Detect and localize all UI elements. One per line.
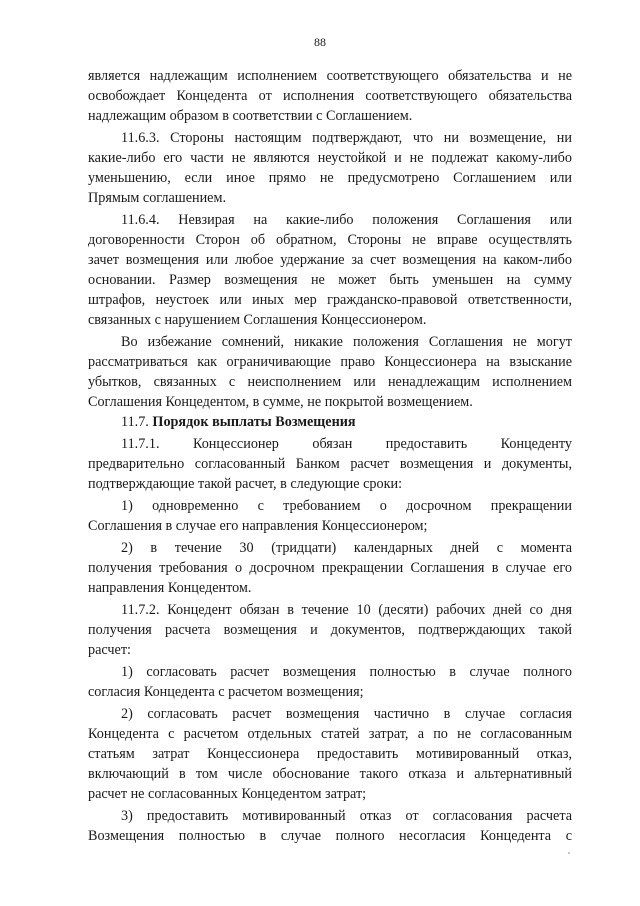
text-line: рассматриваться как ограничивающие право Концессионера на взыскание xyxy=(88,354,572,370)
text-line: договоренности Сторон об обратном, Стороны не вправе осуществлять xyxy=(88,232,572,248)
list-item: 2) в течение 30 (тридцати) календарных дней с момента xyxy=(121,540,572,556)
list-item: 2) согласовать расчет возмещения частично в случае согласия xyxy=(121,706,572,722)
text-line: Прямым соглашением. xyxy=(88,190,226,206)
text-line: Соглашения в случае его направления Концессионером; xyxy=(88,518,428,534)
text-line: включающий в том числе обоснование такого отказа и альтернативный xyxy=(88,766,572,782)
section-title: Порядок выплаты Возмещения xyxy=(152,414,356,430)
section-heading xyxy=(121,412,572,432)
text-line: Возмещения полностью в случае полного несогласия Концедента с xyxy=(88,828,572,844)
text-line: штрафов, неустоек или иных мер гражданско-правовой ответственности, xyxy=(88,292,572,308)
page-number: 88 xyxy=(314,35,326,49)
text-line: связанных с нарушением Соглашения Концессионером. xyxy=(88,312,427,328)
text-line: предварительно согласованный Банком расчет возмещения и документы, xyxy=(88,456,572,472)
text-line: уменьшению, если иное прямо не предусмотрено Соглашением или xyxy=(88,170,572,186)
text-line: Во избежание сомнений, никакие положения Соглашения не могут xyxy=(121,334,572,350)
text-line: подтверждающие такой расчет, в следующие сроки: xyxy=(88,476,403,492)
text-line: направления Концедентом. xyxy=(88,580,252,596)
text-line: Концедента с расчетом отдельных статей затрат, а по не согласованным xyxy=(88,726,572,742)
text-line: надлежащим образом в соответствии с Соглашением. xyxy=(88,108,413,124)
text-line: освобождает Концедента от исполнения соответствующего обязательства xyxy=(88,88,572,104)
text-line: расчет: xyxy=(88,642,131,658)
list-item: 1) согласовать расчет возмещения полностью в случае полного xyxy=(121,664,572,680)
list-item: 3) предоставить мотивированный отказ от согласования расчета xyxy=(121,808,572,824)
text-line: получения расчета возмещения и документов, подтверждающих такой xyxy=(88,622,572,638)
text-line: согласия Концедента с расчетом возмещения; xyxy=(88,684,364,700)
section-number: 11.7. xyxy=(121,414,149,430)
scan-artifact xyxy=(568,852,570,854)
text-line: Соглашения Концедентом, в сумме, не покрытой возмещением. xyxy=(88,394,473,410)
text-line: 11.6.4. Невзирая на какие-либо положения Соглашения или xyxy=(121,212,572,228)
text-line: убытков, связанных с неисполнением или ненадлежащим исполнением xyxy=(88,374,572,390)
text-line: основании. Размер возмещения не может быть уменьшен на сумму xyxy=(88,272,572,288)
list-item: 1) одновременно с требованием о досрочном прекращении xyxy=(121,498,572,514)
text-line: 11.7.1. Концессионер обязан предоставить Концеденту xyxy=(121,436,572,452)
text-line: какие-либо его части не являются неустойкой и не подлежат какому-либо xyxy=(88,150,572,166)
text-line: 11.7.2. Концедент обязан в течение 10 (десяти) рабочих дней со дня xyxy=(121,602,572,618)
text-line: получения требования о досрочном прекращении Соглашения в случае его xyxy=(88,560,572,576)
text-line: является надлежащим исполнением соответствующего обязательства и не xyxy=(88,68,572,84)
text-line: 11.6.3. Стороны настоящим подтверждают, что ни возмещение, ни xyxy=(121,130,572,146)
text-line: статьям затрат Концессионера предоставить мотивированный отказ, xyxy=(88,746,572,762)
text-line: зачет возмещения или любое удержание за счет возмещения на каком-либо xyxy=(88,252,572,268)
text-line: расчет не согласованных Концедентом затрат; xyxy=(88,786,367,802)
